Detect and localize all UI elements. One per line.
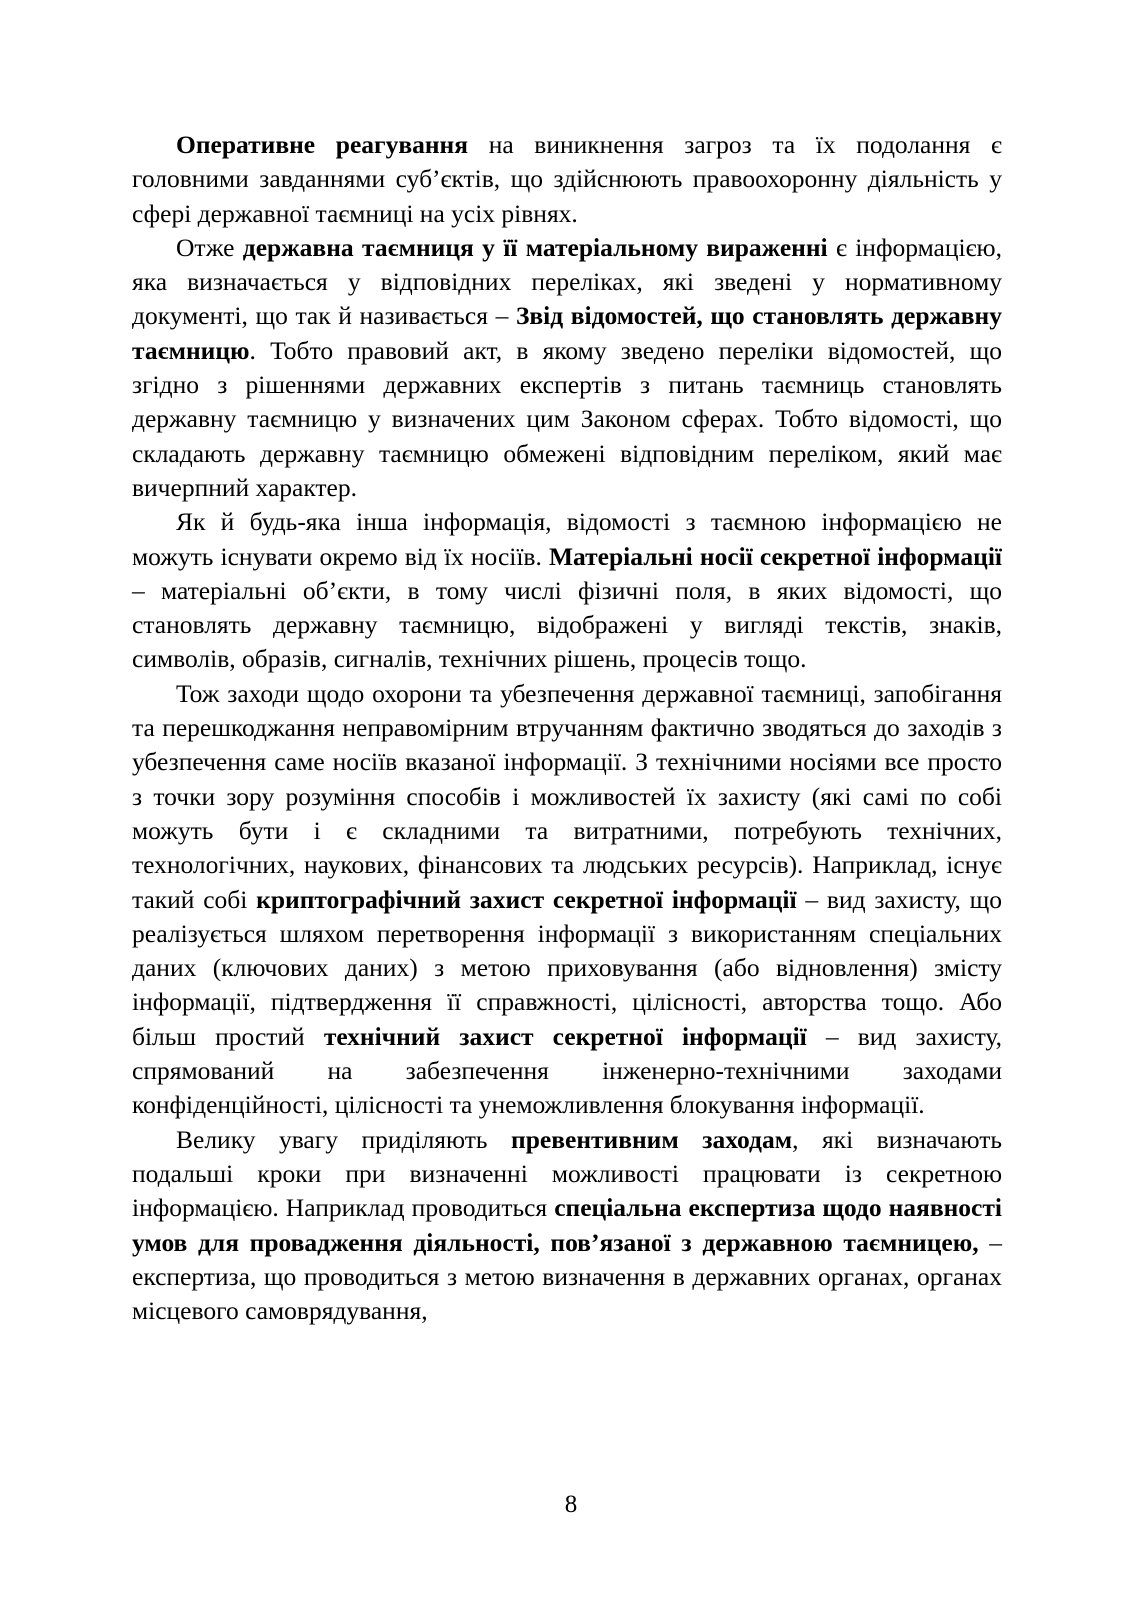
para-5 <box>132 1123 1002 1329</box>
emphasized-term: превентивним заходам <box>511 1124 793 1154</box>
para-3 <box>132 505 1002 676</box>
emphasized-term: технічний захист секретної інформації <box>323 1021 807 1051</box>
para-2 <box>132 231 1002 505</box>
emphasized-term: Оперативне реагування <box>176 130 469 159</box>
text-run: Як й будь-яка інша інформація, відомості з таємною інформацією не можуть існувати окремо від їх носіїв. <box>132 507 1002 571</box>
text-run: на виникнення загроз та їх подолання є головними завданнями суб’єктів, що здійснюють правоохоронну діяльність у сфері державної таємниці на усіх рівнях. <box>132 130 1002 228</box>
para-4 <box>132 677 1002 1123</box>
emphasized-term: Звід відомостей, що становлять державну таємницю <box>132 301 1003 365</box>
text-run: – вид захисту, що реалізується шляхом перетворення інформації з використанням спеціальних даних (ключових даних) з метою приховування (або відновлення) змісту інформації, підтвердження її справжності, цілісності, авторства тощо. Або більш простий <box>132 884 1002 1051</box>
text-run: . Тобто правовий акт, в якому зведено переліки відомостей, що згідно з рішеннями державних експертів з питань таємниць становлять державну таємницю у визначених цим Законом сферах. Тобто відомості, що складають державну таємницю обмежені відповідним переліком, який має вичерпний характер. <box>132 335 1002 502</box>
text-run: Отже <box>176 232 243 262</box>
emphasized-term: Матеріальні носії секретної інформації <box>548 541 1002 571</box>
para-1 <box>132 128 1002 231</box>
text-run: Велику увагу приділяють <box>176 1124 512 1154</box>
emphasized-term: спеціальна експертиза щодо наявності умов для провадження діяльності, пов’язаної з державною таємницею, <box>132 1193 1002 1257</box>
text-run: Тож заходи щодо охорони та убезпечення державної таємниці, запобігання та перешкоджання неправомірним втручанням фактично зводяться до заходів з убезпечення саме носіїв вказаної інформації. З технічними носіями все просто з точки зору розуміння способів і можливостей їх захисту (які самі по собі можуть бути і є складними та витратними, потребують технічних, технологічних, наукових, фінансових та людських ресурсів). Наприклад, існує такий собі <box>132 678 1002 914</box>
text-run: – експертиза, що проводиться з метою визначення в державних органах, органах місцевого самоврядування, <box>132 1227 1002 1326</box>
emphasized-term: криптографічний захист секретної інформації <box>256 884 797 914</box>
text-run: – вид захисту, спрямований на забезпечення інженерно-технічними заходами конфіденційності, цілісності та унеможливлення блокування інформації. <box>132 1021 1002 1120</box>
text-run: є інформацією, яка визначається у відповідних переліках, які зведені у нормативному документі, що так й називається – <box>132 232 1002 331</box>
page-body <box>132 128 1002 1328</box>
text-run: , які визначають подальші кроки при визначенні можливості працювати із секретною інформацією. Наприклад проводиться <box>132 1124 1002 1223</box>
text-run: – матеріальні об’єкти, в тому числі фізичні поля, в яких відомості, що становлять державну таємницю, відображені у вигляді текстів, знаків, символів, образів, сигналів, технічних рішень, процесів тощо. <box>132 575 1002 674</box>
page-number: 8 <box>564 1491 578 1518</box>
emphasized-term: державна таємниця у її матеріальному вираженні <box>242 232 828 262</box>
